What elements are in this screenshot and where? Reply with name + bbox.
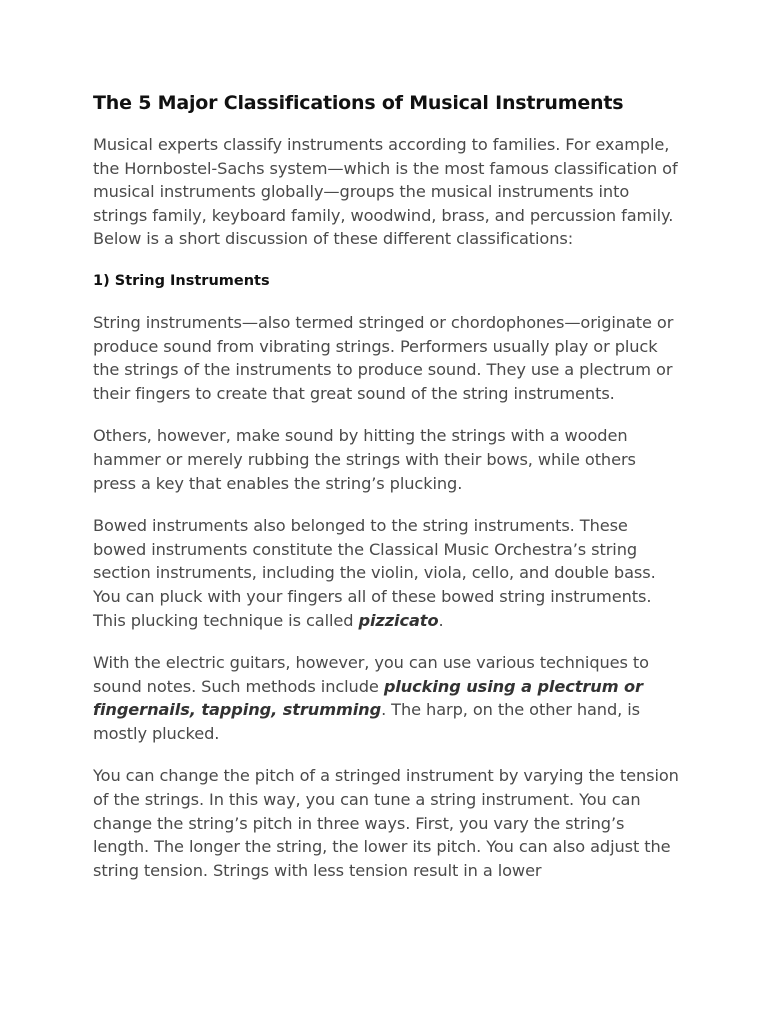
paragraph-text: Bowed instruments also belonged to the string instruments. These bowed instruments constitute the Classical Music Orchestra’s string section instruments, including the violin, viola, cello, and double bass. You can pluck with your fingers all of these bowed string instruments. This plucking technique is called <box>93 516 656 630</box>
paragraph-string-definition: String instruments—also termed stringed or chordophones—originate or produce sound from vibrating strings. Performers usually play or pluck the strings of the instruments to produce sound. They use a plectrum or their fingers to create that great sound of the string instruments. <box>93 312 674 403</box>
paragraph-text: . The harp, on the other hand, is mostly plucked. <box>93 700 640 743</box>
paragraph-other-methods: Others, however, make sound by hitting the strings with a wooden hammer or merely rubbing the strings with their bows, while others press a key that enables the string’s plucking. <box>93 426 636 493</box>
emphasis-techniques: plucking using a plectrum or fingernails, tapping, strumming <box>93 676 643 720</box>
paragraph-text: . <box>438 610 444 630</box>
paragraph-electric-guitars <box>93 651 683 745</box>
emphasis-pizzicato: pizzicato <box>358 610 439 630</box>
page-title: The 5 Major Classifications of Musical Instruments <box>93 92 624 114</box>
paragraph-pitch: You can change the pitch of a stringed instrument by varying the tension of the strings. In this way, you can tune a string instrument. You can change the string’s pitch in three ways. First, you vary the string’s length. The longer the string, the lower its pitch. You can also adjust the string tension. Strings with less tension result in a lower <box>93 766 679 880</box>
paragraph-bowed-instruments <box>93 514 683 632</box>
document-page <box>93 88 683 901</box>
paragraph-text: With the electric guitars, however, you can use various techniques to sound notes. Such methods include <box>93 653 649 696</box>
section-heading-string-instruments: 1) String Instruments <box>93 272 270 289</box>
intro-paragraph: Musical experts classify instruments according to families. For example, the Hornbostel-Sachs system—which is the most famous classification of musical instruments globally—groups the musical instruments into strings family, keyboard family, woodwind, brass, and percussion family. Below is a short discussion of these different classifications: <box>93 135 678 249</box>
